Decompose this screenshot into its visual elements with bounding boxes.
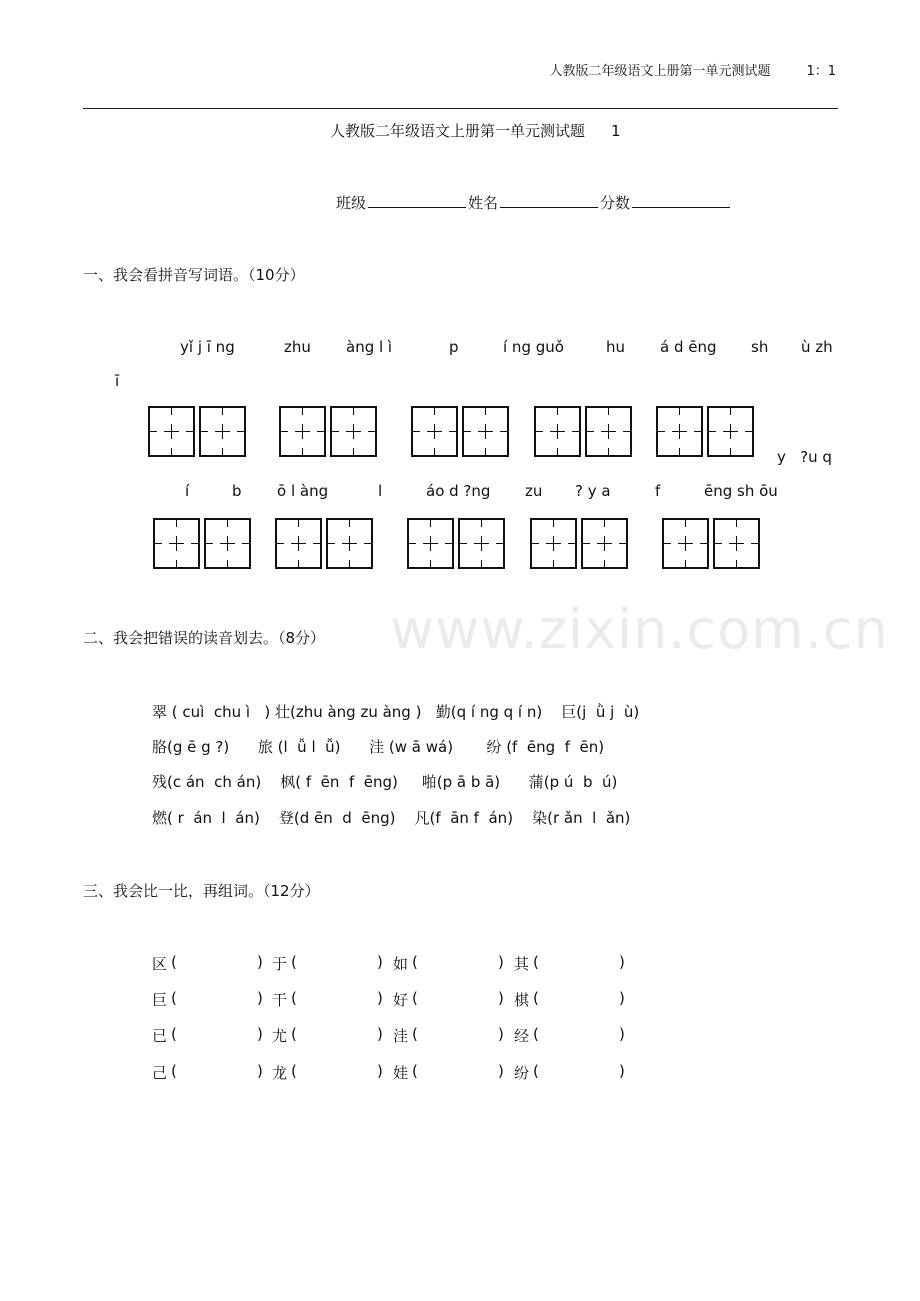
pinyin: í ng guǒ [503,338,564,356]
section3-heading: 三、我会比一比，再组词。（12分） [83,882,320,900]
writing-grid-cell[interactable] [662,518,709,569]
section2-line: 燃( r án l án) 登(d ēn d ēng) 凡(f ān f án) 染(r ǎn l ǎn) [152,809,631,827]
writing-grid-cell[interactable] [656,406,703,457]
writing-grid-cell[interactable] [530,518,577,569]
paren-open: ( [291,989,297,1007]
pinyin: hu [606,338,626,356]
paren-close: ) [498,1025,504,1043]
pinyin: zu [525,482,543,500]
pinyin-wrap: ī [115,372,120,390]
paren-close: ) [619,953,625,971]
compare-char: 区 [152,955,168,973]
writing-grid-cell[interactable] [411,406,458,457]
pinyin: áo d ?ng [426,482,491,500]
name-label: 姓名 [468,194,499,212]
paren-close: ) [619,989,625,1007]
compare-char: 娃 [393,1064,409,1082]
compare-char: 如 [393,955,409,973]
writing-grid-cell[interactable] [407,518,454,569]
section1-heading: 一、我会看拼音写词语。（10分） [83,266,305,284]
compare-char: 纷 [514,1064,530,1082]
page-header [549,60,836,79]
compare-char: 己 [152,1064,168,1082]
paren-open: ( [171,989,177,1007]
title-text: 人教版二年级语文上册第一单元测试题 [330,122,586,140]
pinyin: ō l àng [277,482,329,500]
paren-open: ( [171,1025,177,1043]
class-label: 班级 [336,194,367,212]
paren-open: ( [291,1025,297,1043]
paren-close: ) [377,1062,383,1080]
compare-char: 尤 [272,1027,288,1045]
paren-open: ( [291,1062,297,1080]
writing-grid-cell[interactable] [713,518,760,569]
pinyin: í [185,482,190,500]
paren-close: ) [498,953,504,971]
paren-close: ) [377,953,383,971]
writing-grid-cell[interactable] [275,518,322,569]
paren-open: ( [533,1025,539,1043]
score-field[interactable] [632,193,730,208]
pinyin: p [449,338,459,356]
header-rule [83,108,838,109]
paren-close: ) [498,1062,504,1080]
compare-char: 龙 [272,1064,288,1082]
paren-close: ) [257,989,263,1007]
compare-char: 已 [152,1027,168,1045]
page-title [330,120,621,141]
paren-open: ( [412,1062,418,1080]
pinyin: ? y a [575,482,611,500]
writing-grid-cell[interactable] [148,406,195,457]
pinyin: á d ēng [660,338,717,356]
paren-open: ( [533,953,539,971]
pinyin: l [378,482,383,500]
section2-line: 翠 ( cuì chu ì ) 壮(zhu àng zu àng ) 勤(q í ng q í n) 巨(j ǜ j ù) [152,703,640,721]
score-label: 分数 [600,194,631,212]
paren-open: ( [171,1062,177,1080]
compare-char: 好 [393,991,409,1009]
pinyin: f [655,482,661,500]
writing-grid-cell[interactable] [534,406,581,457]
paren-open: ( [171,953,177,971]
paren-open: ( [533,1062,539,1080]
compare-char: 干 [272,991,288,1009]
pinyin: yǐ j ī ng [180,338,235,356]
writing-grid-cell[interactable] [462,406,509,457]
watermark: www.zixin.com.cn [390,598,889,661]
title-number: 1 [611,122,621,140]
paren-close: ) [619,1062,625,1080]
paren-open: ( [291,953,297,971]
class-field[interactable] [368,193,466,208]
compare-char: 其 [514,955,530,973]
section2-line: 残(c án ch án) 枫( f ēn f ēng) 啪(p ā b ā) 蒲(p ú b ú) [152,773,618,791]
writing-grid-cell[interactable] [330,406,377,457]
writing-grid-cell[interactable] [585,406,632,457]
compare-char: 经 [514,1027,530,1045]
writing-grid-cell[interactable] [199,406,246,457]
pinyin-tail: y ?u q [777,448,832,466]
paren-close: ) [498,989,504,1007]
paren-close: ) [257,953,263,971]
header-page-label: 1：1 [806,64,836,79]
paren-open: ( [412,989,418,1007]
compare-char: 洼 [393,1027,409,1045]
writing-grid-cell[interactable] [153,518,200,569]
writing-grid-cell[interactable] [279,406,326,457]
pinyin: sh [751,338,769,356]
paren-close: ) [257,1025,263,1043]
writing-grid-cell[interactable] [326,518,373,569]
student-info-line [336,192,732,213]
writing-grid-cell[interactable] [204,518,251,569]
section2-heading: 二、我会把错误的读音划去。（8分） [83,629,326,647]
compare-char: 棋 [514,991,530,1009]
compare-char: 巨 [152,991,168,1009]
pinyin: zhu [284,338,311,356]
pinyin: b [232,482,242,500]
paren-close: ) [619,1025,625,1043]
writing-grid-cell[interactable] [707,406,754,457]
pinyin: ù zh [801,338,833,356]
paren-close: ) [377,1025,383,1043]
name-field[interactable] [500,193,598,208]
header-doc-title: 人教版二年级语文上册第一单元测试题 [549,64,771,79]
section2-line: 胳(g ē g ?) 旅 (l ǚ l ǚ) 洼 (w ā wá) 纷 (f ēng f ēn) [152,738,605,756]
paren-close: ) [377,989,383,1007]
compare-char: 于 [272,955,288,973]
paren-open: ( [412,1025,418,1043]
writing-grid-cell[interactable] [581,518,628,569]
paren-close: ) [257,1062,263,1080]
paren-open: ( [533,989,539,1007]
writing-grid-cell[interactable] [458,518,505,569]
pinyin: ēng sh ōu [704,482,778,500]
paren-open: ( [412,953,418,971]
pinyin: àng l ì [346,338,393,356]
